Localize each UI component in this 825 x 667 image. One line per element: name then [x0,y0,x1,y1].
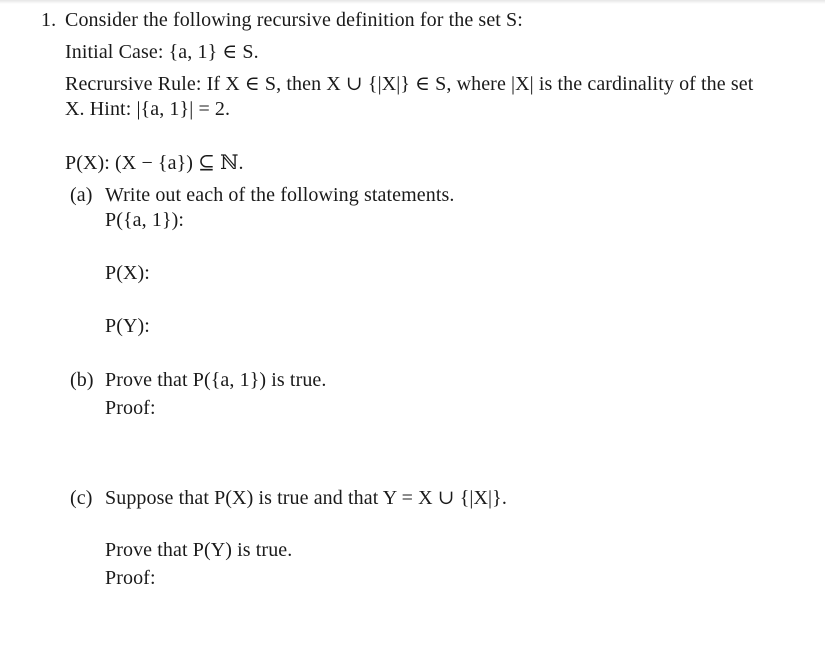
part-b-label: (b) [70,369,94,391]
initial-case: Initial Case: {a, 1} ∈ S. [65,41,259,63]
problem-number: 1. [41,9,57,31]
part-a-text: Write out each of the following statements. [105,184,455,206]
page-top-edge [0,0,825,4]
recursive-rule-line-1: Recrursive Rule: If X ∈ S, then X ∪ {|X|} ∈ S, where |X| is the cardinality of the set [65,73,754,95]
part-c-text: Suppose that P(X) is true and that Y = X ∪ {|X|}. [105,487,507,509]
part-b-text: Prove that P({a, 1}) is true. [105,369,327,391]
problem-intro: Consider the following recursive definition for the set S: [65,9,523,31]
predicate-definition: P(X): (X − {a}) ⊆ ℕ. [65,152,244,174]
part-a-label: (a) [70,184,93,206]
part-a-item-p-y: P(Y): [105,315,150,337]
part-a-item-p-x: P(X): [105,262,150,284]
part-c-prove-text: Prove that P(Y) is true. [105,539,293,561]
part-c-label: (c) [70,487,93,509]
recursive-rule-line-2: X. Hint: |{a, 1}| = 2. [65,98,231,120]
part-a-item-p-a1: P({a, 1}): [105,209,185,231]
part-c-proof-label: Proof: [105,567,156,589]
part-b-proof-label: Proof: [105,397,156,419]
